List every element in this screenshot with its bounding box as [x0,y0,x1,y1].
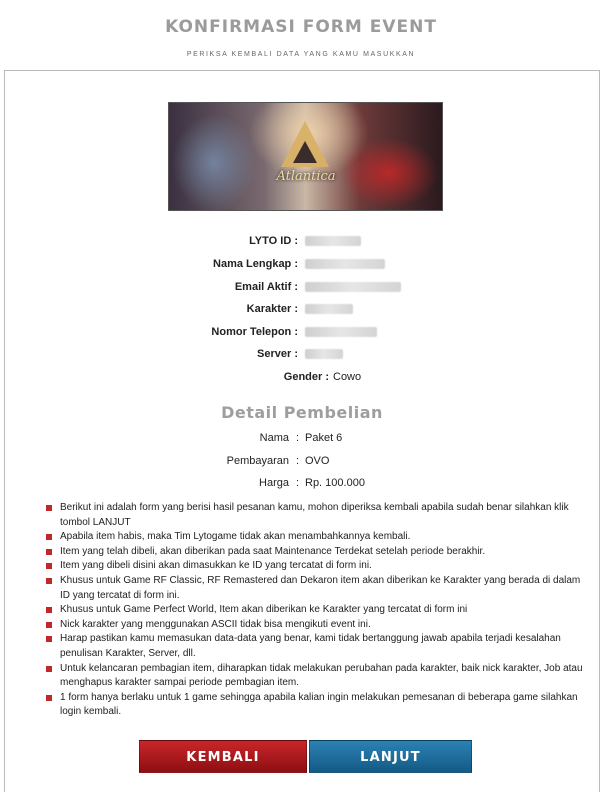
field-label: Nama [259,432,289,444]
list-item [46,603,586,618]
bullet-icon [46,534,52,540]
field-label: Nama Lengkap : [213,258,298,270]
list-item [46,574,586,603]
kembali-button[interactable]: KEMBALI [139,740,307,773]
list-item [46,530,586,545]
note-text: Untuk kelancaran pembagian item, diharapkan tidak melakukan perubahan pada karakter, baik nick karakter, Job atau menghapus karakter sampai periode pembagian item. [60,662,583,689]
game-logo-inner [293,141,317,163]
field-value-redacted [305,303,353,315]
field-label: Server : [257,348,298,360]
note-text: Harap pastikan kamu memasukan data-data yang benar, kami tidak bertanggung jawab apabila terjadi kesalahan penulisan Karakter, Server, dll. [60,633,561,659]
bullet-icon [46,622,52,628]
field-value-redacted [305,235,361,247]
bullet-icon [46,607,52,613]
confirmation-card [4,70,600,792]
note-text: Nick karakter yang menggunakan ASCII tidak bisa mengikuti event ini. [60,618,371,630]
field-separator: : [296,432,300,444]
field-label: Pembayaran [226,455,289,467]
list-item [46,545,586,560]
terms-list [46,501,586,720]
list-item [46,691,586,720]
note-text: Apabila item habis, maka Tim Lytogame tidak akan menambahkannya kembali. [60,531,411,543]
page-header [0,0,602,58]
purchase-section-title: Detail Pembelian [221,403,383,422]
list-item [46,618,586,633]
field-value-redacted [305,326,377,338]
bullet-icon [46,563,52,569]
bullet-icon [46,695,52,701]
field-label: Nomor Telepon : [211,326,298,338]
field-pembayaran [5,455,601,473]
note-text: Berikut ini adalah form yang berisi hasil pesanan kamu, mohon diperiksa kembali apabila sudah benar silahkan klik tombol LANJUT [60,502,569,528]
field-label: Gender : [283,371,329,383]
bullet-icon [46,549,52,555]
field-gender [5,371,601,389]
game-banner-image [168,102,443,211]
lanjut-button[interactable]: LANJUT [309,740,472,773]
list-item [46,632,586,661]
bullet-icon [46,505,52,511]
field-server [5,348,601,366]
bullet-icon [46,666,52,672]
note-text: Khusus untuk Game RF Classic, RF Remastered dan Dekaron item akan diberikan ke Karakter yang berada di dalam ID yang tercatat di form ini. [60,574,581,601]
list-item [46,501,586,530]
note-text: Item yang dibeli disini akan dimasukkan ke ID yang tercatat di form ini. [60,560,372,572]
bullet-icon [46,636,52,642]
bullet-icon [46,578,52,584]
list-item [46,559,586,574]
field-separator: : [296,477,300,489]
field-value: OVO [305,455,330,467]
game-logo-text: Atlantica [276,169,336,184]
field-lyto-id [5,235,601,253]
field-nama-lengkap [5,258,601,276]
list-item [46,662,586,691]
field-karakter [5,303,601,321]
field-value: Paket 6 [305,432,343,444]
field-label: Harga [259,477,289,489]
page-subtitle: PERIKSA KEMBALI DATA YANG KAMU MASUKKAN [186,51,416,58]
field-harga [5,477,601,495]
field-value-redacted [305,281,401,293]
field-separator: : [296,455,300,467]
note-text: 1 form hanya berlaku untuk 1 game sehingga apabila kalian ingin melakukan pemesanan di beberapa game silahkan login kembali. [60,691,578,718]
field-nama [5,432,601,450]
field-value-redacted [305,258,385,270]
field-nomor-telepon [5,326,601,344]
note-text: Khusus untuk Game Perfect World, Item akan diberikan ke Karakter yang tercatat di form ini [60,604,468,616]
field-label: Karakter : [246,303,298,315]
field-value: Cowo [333,371,362,383]
field-label: LYTO ID : [249,235,298,247]
field-value-redacted [305,348,343,360]
field-email-aktif [5,281,601,299]
field-label: Email Aktif : [234,281,298,293]
page-title: KONFIRMASI FORM EVENT [165,17,437,37]
field-value: Rp. 100.000 [305,477,365,489]
note-text: Item yang telah dibeli, akan diberikan pada saat Maintenance Terdekat setelah periode berakhir. [60,545,486,557]
